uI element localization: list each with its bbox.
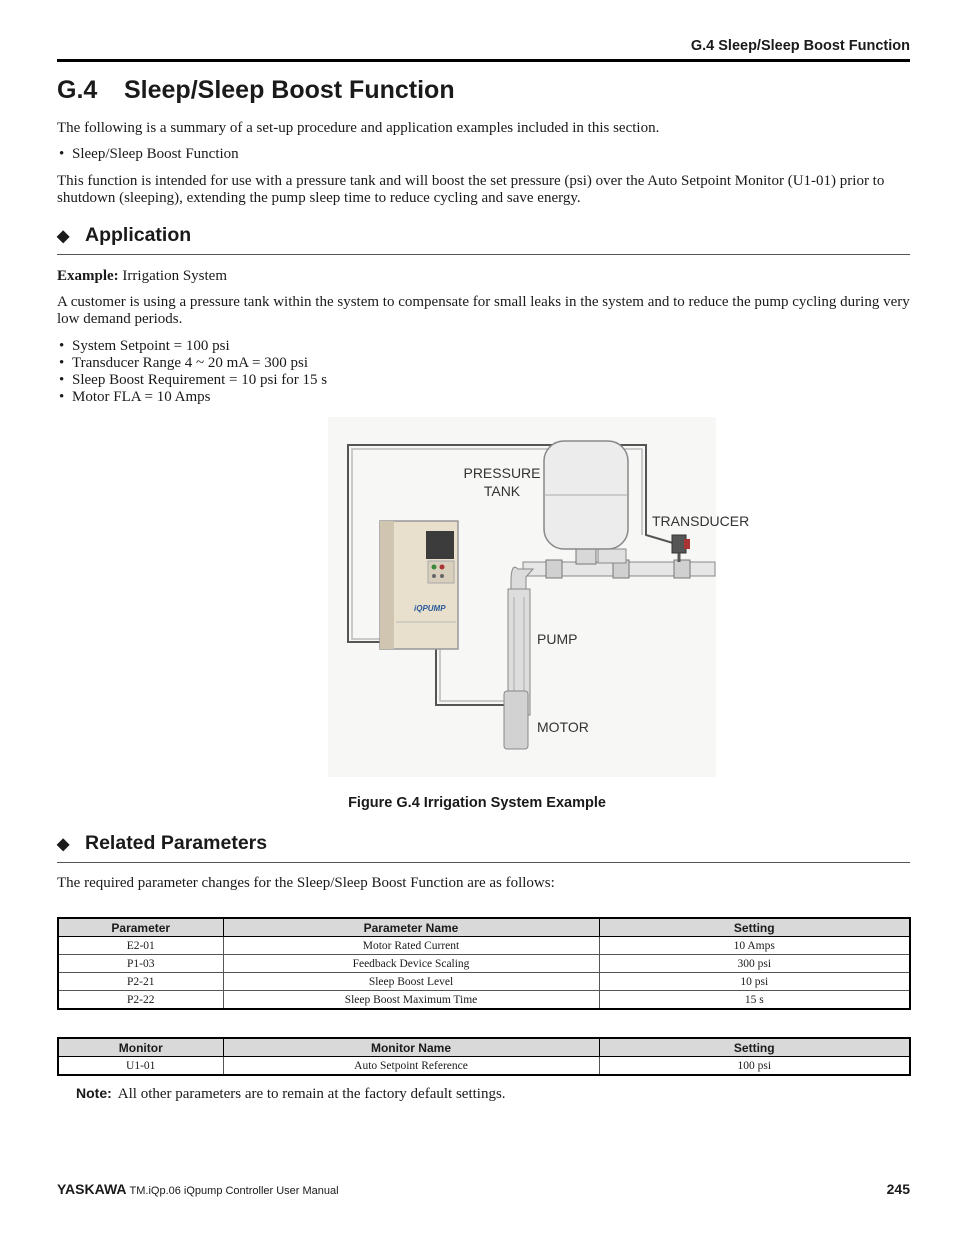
table-cell: 300 psi <box>599 955 910 973</box>
summary-bullet-text: Sleep/Sleep Boost Function <box>72 146 239 162</box>
table-row <box>58 991 910 1010</box>
intro-paragraph: The following is a summary of a set-up procedure and application examples included in this section. <box>57 120 660 136</box>
figure-caption: Figure G.4 Irrigation System Example <box>348 795 606 811</box>
table-cell: E2-01 <box>58 937 223 955</box>
table-cell: 15 s <box>599 991 910 1010</box>
list-item-text: Transducer Range 4 ~ 20 mA = 300 psi <box>72 355 309 371</box>
pressure-tank-label-line2: TANK <box>483 483 521 499</box>
column-header: Parameter <box>58 918 223 937</box>
table-row <box>58 937 910 955</box>
running-header: G.4 Sleep/Sleep Boost Function <box>690 38 910 54</box>
list-item <box>59 372 327 389</box>
description-paragraph: This function is intended for use with a pressure tank and will boost the set pressure (psi) over the Auto Setpoint Monitor (U1-01) prior to shutdown (sleeping), extending the pump sleep time to reduce cycling and save energy. <box>57 173 885 206</box>
list-item <box>59 355 308 372</box>
table-cell: 10 Amps <box>599 937 910 955</box>
drive-side <box>380 521 394 649</box>
drive-display <box>426 531 454 559</box>
list-item-text: System Setpoint = 100 psi <box>72 338 230 354</box>
drive-key-icon <box>440 565 445 570</box>
monitor-table <box>57 1037 911 1076</box>
manual-title: TM.iQp.06 iQpump Controller User Manual <box>129 1185 339 1197</box>
table-cell: P1-03 <box>58 955 223 973</box>
drive-key-icon <box>432 574 436 578</box>
drive-key-icon <box>432 565 437 570</box>
diamond-icon: ◆ <box>57 228 70 245</box>
tank-valve <box>598 549 626 563</box>
table-cell: P2-22 <box>58 991 223 1010</box>
pressure-tank-label <box>460 464 544 500</box>
page-footer <box>57 1181 910 1199</box>
motor-wire-inner <box>440 647 504 701</box>
table-cell: P2-21 <box>58 973 223 991</box>
column-header: Setting <box>599 918 910 937</box>
bullet-dot: • <box>59 389 65 405</box>
pressure-tank-label-line1: PRESSURE <box>463 465 541 481</box>
application-heading <box>57 224 910 255</box>
table-header-row <box>58 1038 910 1057</box>
column-header: Parameter Name <box>223 918 599 937</box>
table-row <box>58 955 910 973</box>
list-item <box>59 338 230 355</box>
table-cell: Motor Rated Current <box>223 937 599 955</box>
brand-name: YASKAWA <box>57 1181 127 1197</box>
bullet-dot: • <box>59 372 65 388</box>
note <box>76 1085 506 1103</box>
pipe-fitting <box>674 560 690 578</box>
table-header-row <box>58 918 910 937</box>
section-title: Sleep/Sleep Boost Function <box>124 76 455 104</box>
table-cell: Feedback Device Scaling <box>223 955 599 973</box>
summary-bullet <box>59 146 239 163</box>
bullet-dot: • <box>59 355 65 371</box>
parameter-table <box>57 917 911 1010</box>
list-item-text: Sleep Boost Requirement = 10 psi for 15 s <box>72 372 328 388</box>
header-rule <box>57 59 910 62</box>
transducer-label: TRANSDUCER <box>652 513 750 529</box>
bullet-dot: • <box>59 146 65 162</box>
table-cell: Sleep Boost Maximum Time <box>223 991 599 1010</box>
transducer-cap <box>684 539 690 549</box>
example-label: Example: <box>57 268 119 284</box>
column-header: Monitor Name <box>223 1038 599 1057</box>
note-text: All other parameters are to remain at the factory default settings. <box>117 1086 506 1102</box>
pipe-fitting <box>546 560 562 578</box>
motor-label: MOTOR <box>537 719 589 735</box>
pump-label: PUMP <box>537 631 578 647</box>
table-cell: 10 psi <box>599 973 910 991</box>
motor-wire <box>436 647 508 717</box>
drive-logo: iQPUMP <box>414 604 446 613</box>
irrigation-figure <box>328 417 750 777</box>
page-title <box>57 76 455 105</box>
column-header: Setting <box>599 1038 910 1057</box>
related-parameters-heading <box>57 832 910 863</box>
table-cell: U1-01 <box>58 1057 223 1076</box>
application-heading-text: Application <box>85 224 192 246</box>
transducer-body <box>672 535 686 553</box>
table-row <box>58 973 910 991</box>
motor-body <box>504 691 528 749</box>
iqpump-drive <box>380 521 458 649</box>
drive-key-icon <box>440 574 444 578</box>
example-line <box>57 268 912 285</box>
drive-keypad <box>428 561 454 583</box>
table-row <box>58 1057 910 1076</box>
list-item-text: Motor FLA = 10 Amps <box>72 389 211 405</box>
page-number: 245 <box>886 1181 910 1197</box>
related-intro: The required parameter changes for the Sleep/Sleep Boost Function are as follows: <box>57 875 555 891</box>
table-cell: Sleep Boost Level <box>223 973 599 991</box>
section-number: G.4 <box>57 76 98 104</box>
note-label: Note: <box>76 1085 112 1101</box>
example-value: Irrigation System <box>122 268 227 284</box>
application-paragraph: A customer is using a pressure tank within the system to compensate for small leaks in the system and to reduce the pump cycling during very low demand periods. <box>57 294 910 327</box>
bullet-dot: • <box>59 338 65 354</box>
related-heading-text: Related Parameters <box>85 832 268 854</box>
diamond-icon: ◆ <box>57 836 70 853</box>
column-header: Monitor <box>58 1038 223 1057</box>
table-cell: 100 psi <box>599 1057 910 1076</box>
table-cell: Auto Setpoint Reference <box>223 1057 599 1076</box>
list-item <box>59 389 210 406</box>
